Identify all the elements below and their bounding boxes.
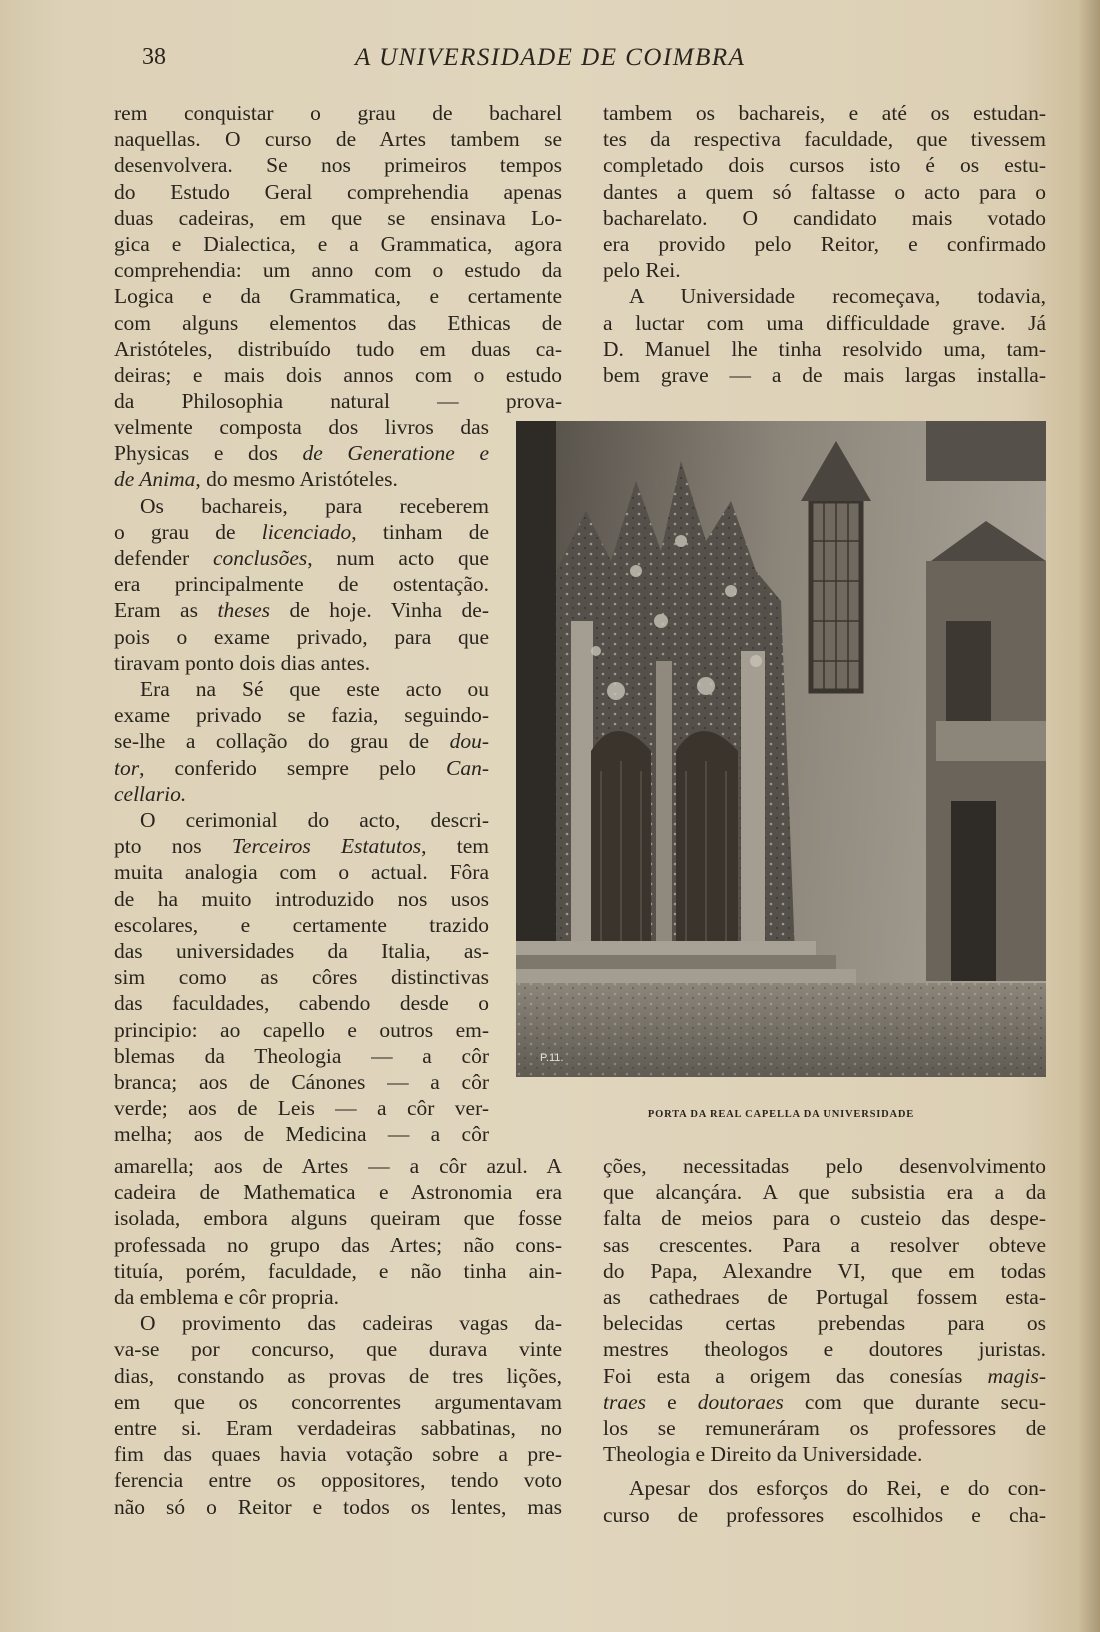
text-line: do Estudo Geral comprehendia apenas (114, 179, 562, 204)
text-line: da Philosophia natural — prova- (114, 389, 562, 414)
text-line: completado dois cursos isto é os estu- (603, 153, 1046, 178)
text-line: ções, necessitadas pelo desenvolvimento (603, 1154, 1046, 1178)
text-line: Apesar dos esforços do Rei, e do con- (629, 1476, 1046, 1501)
text-line: los se remuneráram os professores de (603, 1416, 1046, 1441)
text-line: cadeira de Mathematica e Astronomia era (114, 1180, 562, 1205)
text-line: va-se por concurso, que durava vinte (114, 1337, 562, 1362)
text-line: pois o exame privado, para que (114, 624, 489, 649)
text-run: com que durante secu- (783, 1389, 1046, 1414)
text-line: bem grave — a de mais largas installa- (603, 363, 1046, 388)
text-line: Aristóteles, distribuído tudo em duas ca- (114, 336, 562, 361)
text-line: era provido pelo Reitor, e confirmado (603, 232, 1046, 257)
text-line: com alguns elementos das Ethicas de (114, 310, 562, 335)
text-line (114, 440, 489, 466)
text-line: Theologia e Direito da Universidade. (603, 1442, 923, 1467)
text-line: tambem os bachareis, e até os estudan- (603, 101, 1046, 125)
text-line: melha; aos de Medicina — a côr (114, 1122, 489, 1147)
text-line (114, 728, 489, 754)
text-line: bacharelato. O candidato mais votado (603, 205, 1046, 230)
chapel-portal-photograph (516, 421, 1046, 1077)
text-line: não só o Reitor e todos os lentes, mas (114, 1494, 562, 1519)
running-head (0, 44, 1100, 78)
running-title: A UNIVERSIDADE DE COIMBRA (355, 44, 746, 71)
italic-term: conclusões (212, 546, 308, 571)
text-line: ferencia entre os oppositores, tendo voto (114, 1468, 562, 1493)
text-line: em que os concorrentes argumentavam (114, 1389, 562, 1414)
left-column-bottom (114, 1153, 562, 1520)
text-line: muita analogia com o actual. Fôra (114, 860, 489, 885)
text-line (603, 1363, 1046, 1389)
text-line: Logica e da Grammatica, e certamente (114, 284, 562, 309)
text-line: verde; aos de Leis — a côr ver- (114, 1096, 489, 1121)
text-line: blemas da Theologia — a côr (114, 1043, 489, 1068)
text-line: escolares, e certamente trazido (114, 912, 489, 937)
text-line (114, 466, 489, 492)
text-line: sim como as côres distinctivas (114, 965, 489, 990)
text-line: D. Manuel lhe tinha resolvido uma, tam- (603, 336, 1046, 361)
text-line: mestres theologos e doutores juristas. (603, 1337, 1046, 1362)
plate-mark: P.11. (540, 1052, 564, 1064)
italic-term: Can- (446, 755, 489, 780)
text-line: velmente composta dos livros das (114, 415, 489, 439)
left-column-beside-figure (114, 414, 489, 1148)
text-line (114, 519, 489, 545)
text-line (114, 545, 489, 571)
text-line: pelo Rei. (603, 258, 681, 283)
text-line: O cerimonial do acto, descri- (140, 808, 489, 833)
italic-term: traes (603, 1389, 646, 1414)
text-line: dantes a quem só faltasse o acto para o (603, 179, 1046, 204)
text-line: as cathedraes de Portugal fossem esta- (603, 1285, 1046, 1310)
text-line: O provimento das cadeiras vagas da- (140, 1311, 562, 1336)
text-line: sas crescentes. Para a resolver obteve (603, 1232, 1046, 1257)
italic-term: theses (217, 598, 271, 623)
text-line: Os bachareis, para receberem (140, 493, 489, 518)
text-line: fim das quaes havia votação sobre a pre- (114, 1442, 562, 1467)
text-line: principio: ao capello e outros em- (114, 1017, 489, 1042)
text-line: entre si. Eram verdadeiras sabbatinas, no (114, 1416, 562, 1441)
text-run: Foi esta a origem das conesías (603, 1363, 988, 1388)
text-line: amarella; aos de Artes — a côr azul. A (114, 1154, 562, 1178)
italic-title: Terceiros Estatutos (231, 834, 422, 859)
right-column-bottom (603, 1153, 1046, 1528)
text-run: Eram as (114, 598, 218, 623)
text-line: tes da respectiva faculdade, que tivessem (603, 127, 1046, 152)
text-line: das faculdades, cabendo desde o (114, 991, 489, 1016)
text-line: gica e Dialectica, e a Grammatica, agora (114, 232, 562, 257)
text-run: pto nos (114, 834, 232, 859)
text-run: e (646, 1389, 698, 1414)
italic-title: de Anima (114, 467, 196, 492)
text-line: das universidades da Italia, as- (114, 939, 489, 964)
text-run: , do mesmo Aristóteles. (195, 467, 398, 492)
text-line: curso de professores escolhidos e cha- (603, 1502, 1046, 1527)
italic-term: dou- (449, 729, 489, 754)
italic-term: doutoraes (697, 1389, 784, 1414)
text-run: de hoje. Vinha de- (270, 598, 490, 623)
text-line: rem conquistar o grau de bacharel (114, 101, 562, 125)
italic-term: cellario. (114, 781, 187, 806)
right-column-top (603, 100, 1046, 388)
text-line (114, 833, 489, 859)
text-line (603, 1389, 1046, 1415)
text-run: , tem (421, 834, 489, 859)
text-line: belecidas certas prebendas para os (603, 1311, 1046, 1336)
text-run: , conferido sempre pelo (139, 755, 446, 780)
text-run: o grau de (114, 519, 262, 544)
page-edge-shadow (1078, 0, 1100, 1632)
text-line (114, 781, 489, 807)
italic-term: magis- (987, 1363, 1046, 1388)
italic-term: tor (114, 755, 140, 780)
text-line (114, 597, 489, 623)
text-line: isolada, embora alguns queiram que fosse (114, 1206, 562, 1231)
text-line: A Universidade recomeçava, todavia, (629, 284, 1046, 309)
text-line: naquellas. O curso de Artes tambem se (114, 127, 562, 152)
italic-title: de Generatione e (302, 441, 489, 466)
text-run: , tinham de (351, 519, 489, 544)
text-run: se-lhe a collação do grau de (114, 729, 450, 754)
left-column-top (114, 100, 562, 414)
text-line: a luctar com uma difficuldade grave. Já (603, 310, 1046, 335)
text-line: do Papa, Alexandre VI, que em todas (603, 1258, 1046, 1283)
text-line: professada no grupo das Artes; não cons- (114, 1232, 562, 1257)
text-line: falta de meios para o custeio das despe- (603, 1206, 1046, 1231)
text-line: de ha muito introduzido nos usos (114, 886, 489, 911)
text-line (114, 755, 489, 781)
text-line: desenvolvera. Se nos primeiros tempos (114, 153, 562, 178)
text-line: que alcançára. A que subsistia era a da (603, 1180, 1046, 1205)
text-line: era principalmente de ostentação. (114, 572, 489, 597)
text-line: Era na Sé que este acto ou (140, 677, 489, 702)
text-run: Physicas e dos (114, 441, 303, 466)
text-line: tiravam ponto dois dias antes. (114, 650, 371, 675)
text-line: da emblema e côr propria. (114, 1285, 340, 1310)
text-run: , num acto que (307, 546, 489, 571)
text-line: dias, constando as provas de tres lições, (114, 1363, 562, 1388)
text-line: exame privado se fazia, seguindo- (114, 703, 489, 728)
text-line: tituía, porém, faculdade, e não tinha ain- (114, 1258, 562, 1283)
text-line: deiras; e mais dois annos com o estudo (114, 363, 562, 388)
text-line: duas cadeiras, em que se ensinava Lo- (114, 205, 562, 230)
text-line: branca; aos de Cánones — a côr (114, 1070, 489, 1095)
italic-term: licenciado (261, 519, 352, 544)
text-line: comprehendia: um anno com o estudo da (114, 258, 562, 283)
figure-caption: PORTA DA REAL CAPELLA DA UNIVERSIDADE (647, 1109, 915, 1120)
text-run: defender (114, 546, 213, 571)
page-number: 38 (142, 44, 166, 70)
